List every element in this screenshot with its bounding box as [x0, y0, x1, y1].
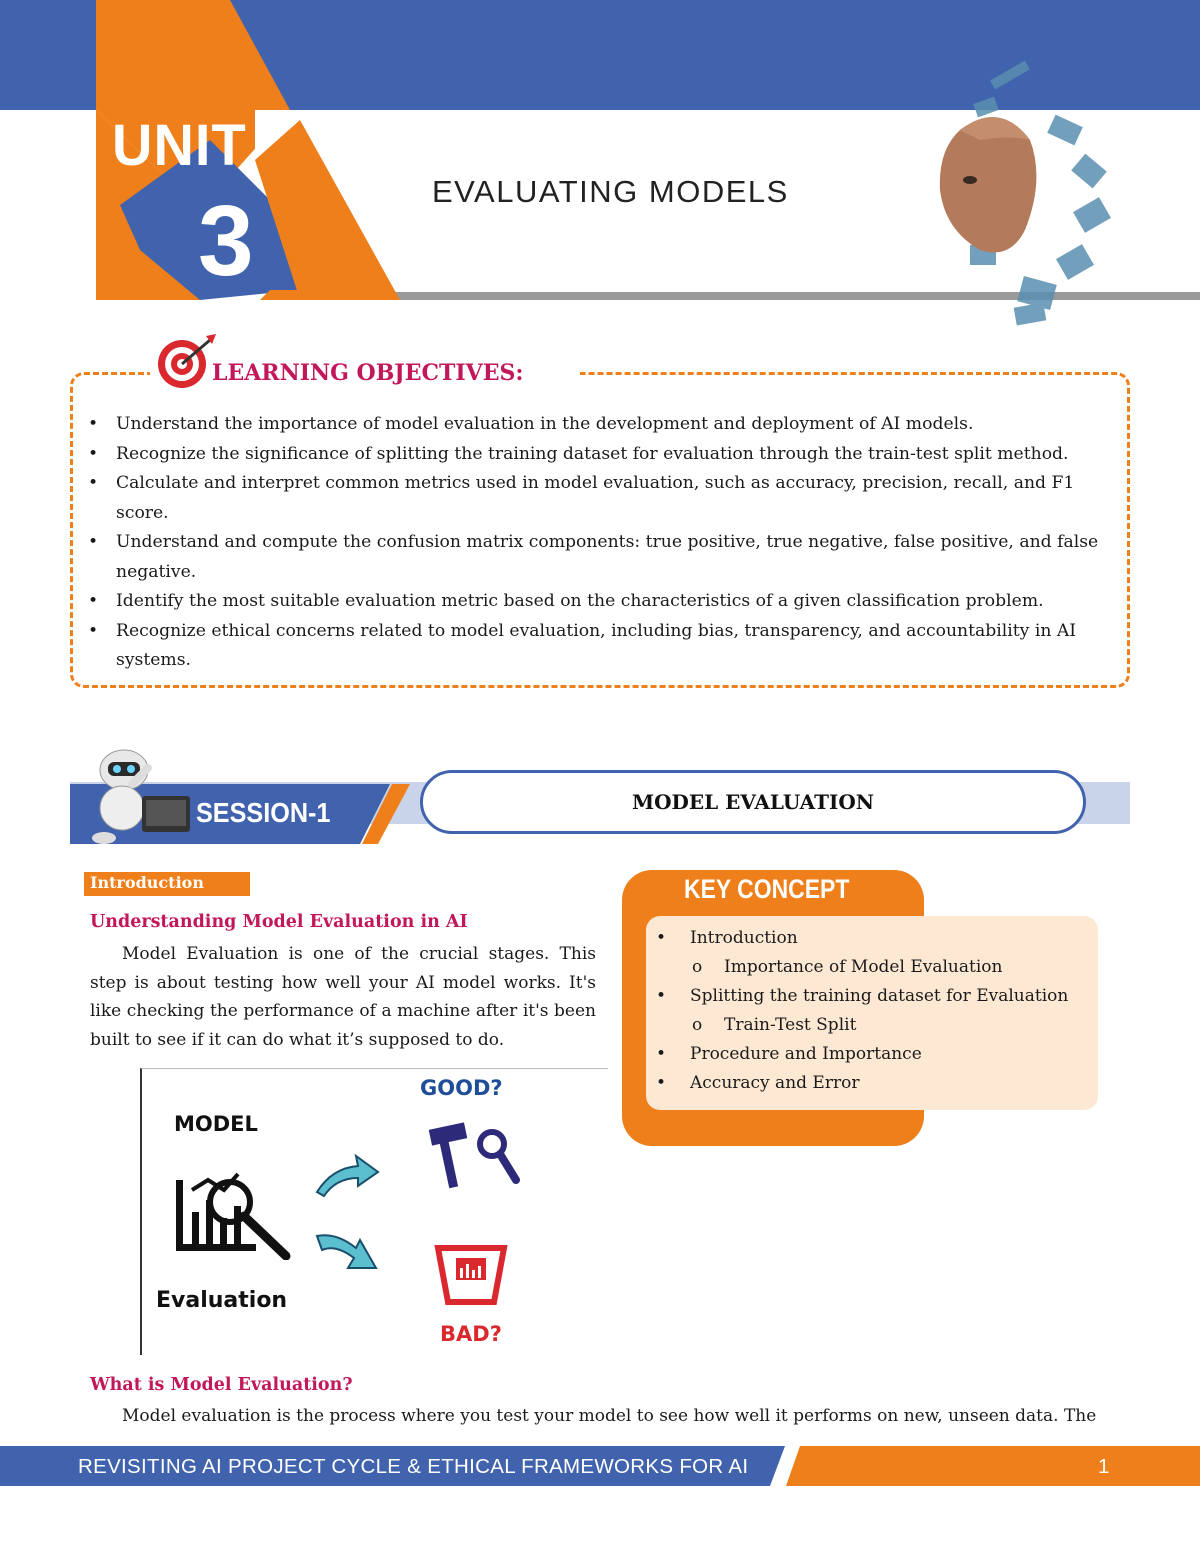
objective-item: • Understand the importance of model evaluation in the development and deployment of AI models.	[84, 410, 1114, 440]
key-concept-subitem: o Importance of Model Evaluation	[652, 953, 1092, 982]
diagram-good-label: GOOD?	[420, 1076, 503, 1100]
key-concept-subitem: o Train-Test Split	[652, 1011, 1092, 1040]
target-icon	[148, 332, 218, 392]
objective-item: • Recognize the significance of splitting the training dataset for evaluation through the train-test split method.	[84, 440, 1114, 470]
unit-number: 3	[198, 185, 254, 297]
what-is-paragraph: Model evaluation is the process where you test your model to see how well it performs on new, unseen data. The	[122, 1406, 1097, 1426]
arrow-down-icon	[312, 1228, 382, 1278]
key-concept-item: • Splitting the training dataset for Evaluation	[652, 982, 1092, 1011]
intro-subheading: Understanding Model Evaluation in AI	[90, 912, 468, 932]
page-title: EVALUATING MODELS	[432, 174, 789, 209]
basket-icon	[434, 1240, 508, 1306]
ai-face-illustration	[900, 60, 1160, 330]
robot-icon	[82, 748, 202, 848]
objective-item: • Recognize ethical concerns related to model evaluation, including bias, transparency, and accountability in AI systems.	[84, 617, 1114, 676]
key-concept-item: • Procedure and Importance	[652, 1040, 1092, 1069]
key-concept-item: • Introduction	[652, 924, 1092, 953]
chart-magnifier-icon	[168, 1160, 298, 1260]
intro-paragraph: Model Evaluation is one of the crucial stages. This step is about testing how well your AI model works. It's like checking the performance of a machine after it's been built to see if it can do what it’s supposed to do.	[90, 944, 596, 1050]
objective-item: • Calculate and interpret common metrics used in model evaluation, such as accuracy, precision, recall, and F1 score.	[84, 469, 1114, 528]
objectives-title: LEARNING OBJECTIVES:	[212, 360, 524, 386]
diagram-evaluation-label: Evaluation	[156, 1288, 288, 1313]
intro-label: Introduction	[90, 873, 204, 892]
key-concept-list	[652, 924, 1092, 1098]
footer-title: REVISITING AI PROJECT CYCLE & ETHICAL FRAMEWORKS FOR AI	[78, 1455, 749, 1478]
diagram-bad-label: BAD?	[440, 1322, 502, 1346]
session-label: SESSION-1	[196, 797, 331, 828]
what-is-subheading: What is Model Evaluation?	[90, 1375, 353, 1395]
objective-item: • Understand and compute the confusion matrix components: true positive, true negative, false positive, and false negative.	[84, 528, 1114, 587]
key-concept-title: KEY CONCEPT	[684, 874, 850, 904]
page-number: 1	[1098, 1455, 1110, 1478]
arrow-up-icon	[312, 1150, 382, 1200]
key-concept-item: • Accuracy and Error	[652, 1069, 1092, 1098]
diagram-model-label: MODEL	[174, 1112, 258, 1136]
hammer-magnifier-icon	[426, 1118, 522, 1194]
unit-word: UNIT	[112, 111, 247, 178]
objective-item: • Identify the most suitable evaluation metric based on the characteristics of a given classification problem.	[84, 587, 1114, 617]
session-title: MODEL EVALUATION	[631, 790, 875, 814]
objectives-list	[84, 410, 1114, 676]
